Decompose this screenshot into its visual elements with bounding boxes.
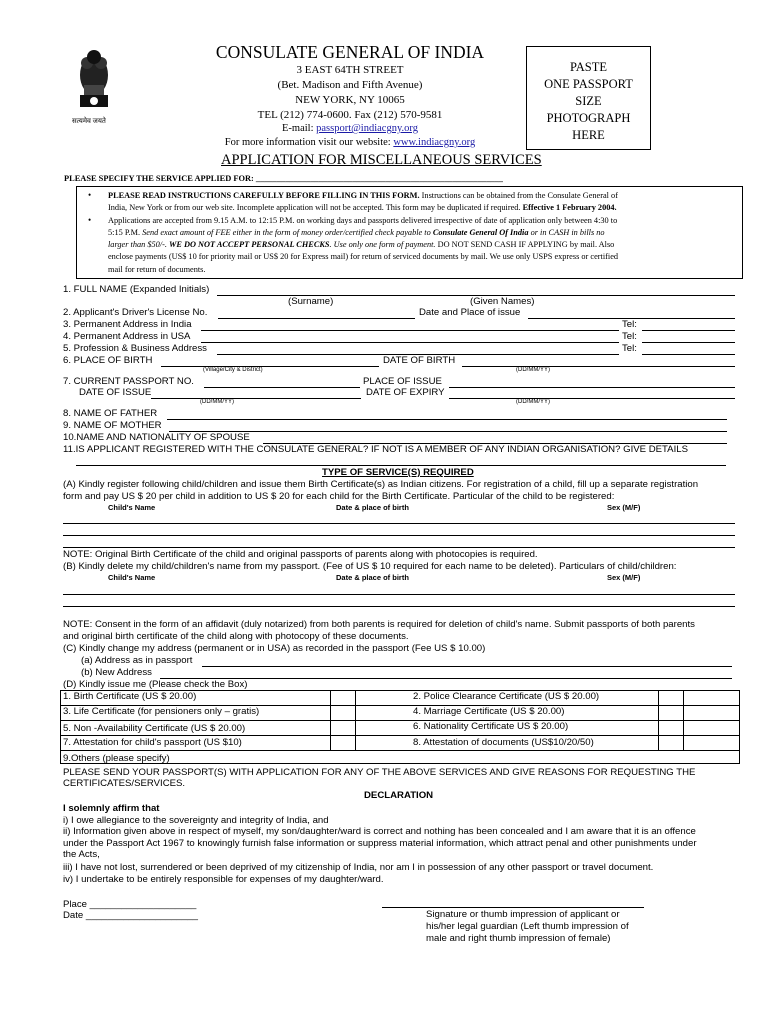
option-label: 2. Police Clearance Certificate (US $ 20.00) <box>413 691 600 702</box>
bullet-icon: • <box>88 215 92 225</box>
child-row-field[interactable] <box>63 594 735 595</box>
tel-label: Tel: <box>622 331 637 342</box>
place-field[interactable]: Place ____________________ <box>63 899 197 910</box>
non-availability-checkbox[interactable] <box>330 720 356 736</box>
website-line <box>150 137 550 148</box>
services-heading: TYPE OF SERVICE(S) REQUIRED <box>322 467 474 478</box>
profession-label: 5. Profession & Business Address <box>63 343 207 354</box>
passport-no-field[interactable] <box>204 387 360 388</box>
tel-label: Tel: <box>622 343 637 354</box>
signature-caption: his/her legal guardian (Left thumb impression of <box>426 921 629 932</box>
date-birth-label: DATE OF BIRTH <box>383 355 456 366</box>
service-d-text: (D) Kindly issue me (Please check the Box) <box>63 679 248 690</box>
instruction-text: India, New York or from our web site. Incomplete application will not be accepted. This form may be duplicated if required. <box>108 203 523 213</box>
photo-box[interactable] <box>526 46 651 150</box>
passport-no-label: 7. CURRENT PASSPORT NO. <box>63 376 194 387</box>
instruction-text: or in CASH in bills no <box>528 227 605 237</box>
perm-india-field[interactable] <box>201 330 619 331</box>
village-hint: (Village/City & District) <box>203 367 263 373</box>
date-expiry-label: DATE OF EXPIRY <box>366 387 445 398</box>
declaration-item: the Acts, <box>63 849 100 860</box>
date-expiry-field[interactable] <box>449 398 735 399</box>
perm-usa-field[interactable] <box>201 342 619 343</box>
license-label: 2. Applicant's Driver's License No. <box>63 307 208 318</box>
declaration-item: iv) I undertake to be entirely responsible for expenses of my daughter/ward. <box>63 874 384 885</box>
instruction-text: . Use only one form of payment. <box>329 240 438 250</box>
emblem-icon <box>70 45 118 115</box>
spouse-label: 10.NAME AND NATIONALITY OF SPOUSE <box>63 432 250 443</box>
instruction-payee: Consulate General Of India <box>432 227 529 237</box>
date-field[interactable]: Date _____________________ <box>63 910 198 921</box>
registered-label: 11.IS APPLICANT REGISTERED WITH THE CONSULATE GENERAL? IF NOT IS A MEMBER OF ANY INDIAN ORGANISATION? GIVE DETAILS <box>63 444 688 455</box>
place-issue-field[interactable] <box>449 387 735 388</box>
father-field[interactable] <box>167 419 727 420</box>
child-row-field[interactable] <box>63 547 735 548</box>
nationality-certificate-checkbox[interactable] <box>658 720 684 736</box>
service-a-text: form and pay US $ 20 per child in addition to US $ 20 for each child for the Birth Certificate. Particular of the child to be registered: <box>63 491 615 502</box>
marriage-certificate-checkbox[interactable] <box>658 705 684 721</box>
license-field[interactable] <box>218 318 415 319</box>
option-label: 7. Attestation for child's passport (US $10) <box>63 737 242 748</box>
instruction-text: Applications are accepted from 9.15 A.M. to 12:15 P.M. on working days and passports delivered irrespective of date of application only between 4:30 to <box>108 215 618 225</box>
date-place-birth-header: Date & place of birth <box>336 573 409 582</box>
place-issue-label: PLACE OF ISSUE <box>363 376 442 387</box>
others-field[interactable]: 9.Others (please specify) <box>63 753 170 764</box>
date-issue-field[interactable] <box>151 398 361 399</box>
photo-box-line: HERE <box>572 128 605 142</box>
option-label: 4. Marriage Certificate (US $ 20.00) <box>413 706 565 717</box>
note-deletion: and original birth certificate of the child along with photocopy of these documents. <box>63 631 409 642</box>
tel-label: Tel: <box>622 319 637 330</box>
declaration-item: iii) I have not lost, surrendered or been deprived of my citizenship of India, nor am I in possession of any other passport or travel document. <box>63 862 654 873</box>
emblem-caption: सत्यमेव जयते <box>72 117 106 125</box>
service-c-text: (C) Kindly change my address (permanent or in USA) as recorded in the passport (Fee US $ 10.00) <box>63 643 486 654</box>
consulate-title: CONSULATE GENERAL OF INDIA <box>215 42 485 62</box>
mother-label: 9. NAME OF MOTHER <box>63 420 162 431</box>
instruction-text: Send exact amount of FEE either in the form of money order/certified check payable to <box>142 227 433 237</box>
signature-field[interactable] <box>382 907 644 908</box>
signature-caption: Signature or thumb impression of applicant or <box>426 909 620 920</box>
email-line <box>150 123 550 134</box>
tel-field[interactable] <box>642 342 735 343</box>
address-in-passport-label: (a) Address as in passport <box>81 655 193 666</box>
instruction-text: larger than $50/-. <box>108 240 169 250</box>
option-label: 6. Nationality Certificate US $ 20.00) <box>413 721 569 732</box>
instruction-text: mail for return of documents. <box>108 264 206 274</box>
child-row-field[interactable] <box>63 523 735 524</box>
date-issue-label: DATE OF ISSUE <box>79 387 152 398</box>
option-label: 3. Life Certificate (for pensioners only – gratis) <box>63 706 260 717</box>
ddmmyy-hint: (DD/MM/YY) <box>516 399 550 405</box>
declaration-item: i) I owe allegiance to the sovereignty and integrity of India, and <box>63 815 329 826</box>
declaration-item: under the Passport Act 1967 to knowingly furnish false information or suppress material information, which attract penal and other punishments under <box>63 838 697 849</box>
tel-field[interactable] <box>642 330 735 331</box>
email-link[interactable]: passport@indiacgny.org <box>316 123 418 134</box>
declaration-heading: DECLARATION <box>364 790 434 801</box>
address-in-passport-field[interactable] <box>202 666 732 667</box>
attestation-child-checkbox[interactable] <box>330 735 356 751</box>
mother-field[interactable] <box>169 431 727 432</box>
email-label: E-mail: <box>282 123 317 134</box>
child-row-field[interactable] <box>63 535 735 536</box>
photo-box-line: PHOTOGRAPH <box>546 111 631 125</box>
surname-hint: (Surname) <box>288 296 334 307</box>
address-line-2: (Bet. Madison and Fifth Avenue) <box>277 79 423 91</box>
address-line-3: NEW YORK, NY 10065 <box>295 94 405 106</box>
childs-name-header: Child's Name <box>108 503 156 512</box>
sex-header: Sex (M/F) <box>607 573 641 582</box>
place-birth-field[interactable] <box>161 366 379 367</box>
send-passport-text: PLEASE SEND YOUR PASSPORT(S) WITH APPLICATION FOR ANY OF THE ABOVE SERVICES AND GIVE REASONS FOR REQUESTING THE <box>63 767 696 778</box>
tel-field[interactable] <box>642 354 735 355</box>
sex-header: Sex (M/F) <box>607 503 641 512</box>
place-birth-label: 6. PLACE OF BIRTH <box>63 355 153 366</box>
option-label: 8. Attestation of documents (US$10/20/50) <box>413 737 594 748</box>
instruction-text: 5:15 P.M. <box>108 227 143 237</box>
website-link[interactable]: www.indiacgny.org <box>393 137 476 148</box>
instruction-effective: Effective 1 February 2004. <box>522 203 617 213</box>
attestation-documents-checkbox[interactable] <box>658 735 684 751</box>
affirm-text: I solemnly affirm that <box>63 803 160 814</box>
full-name-label: 1. FULL NAME (Expanded Initials) <box>63 284 210 295</box>
form-title: APPLICATION FOR MISCELLANEOUS SERVICES <box>221 152 542 168</box>
option-label: 1. Birth Certificate (US $ 20.00) <box>63 691 197 702</box>
option-label: 5. Non -Availability Certificate (US $ 20.00) <box>63 723 246 734</box>
childs-name-header: Child's Name <box>108 573 156 582</box>
website-label: For more information visit our website: <box>224 137 394 148</box>
instruction-text: Instructions can be obtained from the Consulate General of <box>419 191 618 200</box>
registered-field[interactable] <box>76 465 726 466</box>
declaration-item: ii) Information given above in respect of myself, my son/daughter/ward is correct and nothing has been concealed and I am aware that it is an offence <box>63 826 696 837</box>
birth-certificate-checkbox[interactable] <box>330 690 356 706</box>
date-place-birth-header: Date & place of birth <box>336 503 409 512</box>
life-certificate-checkbox[interactable] <box>330 705 356 721</box>
service-applied-field[interactable]: PLEASE SPECIFY THE SERVICE APPLIED FOR: ___________________________________________________________ <box>64 174 503 183</box>
address-line-1: 3 EAST 64TH STREET <box>296 64 404 76</box>
instruction-heading: PLEASE READ INSTRUCTIONS CAREFULLY BEFORE FILLING IN THIS FORM. <box>108 191 420 200</box>
perm-india-label: 3. Permanent Address in India <box>63 319 192 330</box>
service-b-text: (B) Kindly delete my child/children's name from my passport. (Fee of US $ 10 required for each name to be deleted). Particulars of child/children: <box>63 561 677 572</box>
instruction-text: DO NOT SEND CASH IF APPLYING by mail. Also <box>437 240 615 250</box>
instruction-warning: WE DO NOT ACCEPT PERSONAL CHECKS <box>169 240 330 250</box>
given-names-hint: (Given Names) <box>470 296 535 307</box>
service-a-text: (A) Kindly register following child/children and issue them Birth Certificate(s) as Indian citizens. For registration of a child, fill up a separate registration <box>63 479 699 490</box>
signature-caption: male and right thumb impression of female) <box>426 933 611 944</box>
child-row-field[interactable] <box>63 606 735 607</box>
telephone-line: TEL (212) 774-0600. Fax (212) 570-9581 <box>257 109 443 121</box>
instruction-text: enclose payments (US$ 10 for priority mail or US$ 20 for Express mail) for return of serviced documents by mail. We use only USPS express or certified <box>108 252 619 262</box>
national-emblem <box>70 45 118 123</box>
send-passport-text: CERTIFICATES/SERVICES. <box>63 778 186 789</box>
bullet-icon: • <box>88 190 92 200</box>
father-label: 8. NAME OF FATHER <box>63 408 158 419</box>
photo-box-line: PASTE <box>569 60 608 74</box>
photo-box-line: ONE PASSPORT <box>544 77 633 91</box>
new-address-label: (b) New Address <box>81 667 152 678</box>
ddmmyy-hint: (DD/MM/YY) <box>516 367 550 373</box>
photo-box-line: SIZE <box>575 94 602 108</box>
license-issue-label: Date and Place of issue <box>419 307 521 318</box>
note-deletion: NOTE: Consent in the form of an affidavit (duly notarized) from both parents is required for deletion of child's name. Submit passports of both parents <box>63 619 695 630</box>
note-birth-certificate: NOTE: Original Birth Certificate of the child and original passports of parents along with photocopies is required. <box>63 549 538 560</box>
ddmmyy-hint: (DD/MM/YY) <box>200 399 234 405</box>
perm-usa-label: 4. Permanent Address in USA <box>63 331 191 342</box>
date-birth-field[interactable] <box>462 366 735 367</box>
police-clearance-checkbox[interactable] <box>658 690 684 706</box>
